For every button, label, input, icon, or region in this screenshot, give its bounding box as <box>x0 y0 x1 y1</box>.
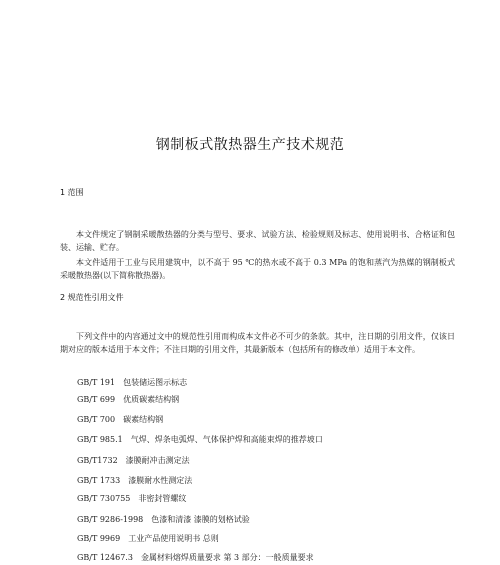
reference-code: GB/T 699 <box>77 395 116 404</box>
reference-name: 金属材料熔焊质量要求 第 3 部分：一般质量要求 <box>140 553 314 562</box>
reference-item <box>77 493 186 504</box>
reference-code: GB/T 9969 <box>77 534 121 543</box>
reference-name: 碳素结构钢 <box>123 415 164 424</box>
reference-code: GB/T 700 <box>77 415 116 424</box>
reference-name: 漆膜耐冲击测定法 <box>125 456 190 465</box>
reference-name: 工业产品使用说明书 总则 <box>128 534 219 543</box>
reference-name: 包装储运图示标志 <box>123 378 188 387</box>
reference-code: GB/T 1733 <box>77 476 121 485</box>
reference-item <box>77 514 250 525</box>
reference-item <box>77 414 163 425</box>
reference-code: GB/T 730755 <box>77 494 131 503</box>
reference-name: 漆膜耐水性测定法 <box>128 476 193 485</box>
reference-code: GB/T 9286-1998 <box>77 515 144 524</box>
reference-item <box>77 475 192 486</box>
section-2-paragraph-1: 下列文件中的内容通过文中的规范性引用而构成本文件必不可少的条款。其中，注日期的引用文件，仅该日期对应的版本适用于本文件；不注日期的引用文件，其最新版本（包括所有的修改单）适用于本文件。 <box>60 332 455 354</box>
reference-name: 气焊、焊条电弧焊、气体保护焊和高能束焊的推荐坡口 <box>130 435 323 444</box>
reference-name: 优质碳素结构钢 <box>123 395 180 404</box>
reference-name: 非密封管螺纹 <box>138 494 187 503</box>
reference-code: GB/T 191 <box>77 378 116 387</box>
reference-item <box>77 377 187 388</box>
section-2-heading: 2 规范性引用文件 <box>60 293 124 302</box>
reference-code: GB/T 985.1 <box>77 435 123 444</box>
reference-name: 色漆和清漆 漆膜的划格试验 <box>151 515 250 524</box>
reference-item <box>77 552 314 563</box>
section-1-paragraph-1: 本文件规定了钢制采暖散热器的分类与型号、要求、试验方法、检验规则及标志、使用说明书、合格证和包装、运输、贮存。 <box>60 230 455 252</box>
reference-item <box>77 455 190 466</box>
section-1-heading: 1 范围 <box>60 188 84 197</box>
reference-item <box>77 434 323 445</box>
reference-code: GB/T1732 <box>77 456 118 465</box>
reference-item <box>77 533 219 544</box>
reference-code: GB/T 12467.3 <box>77 553 133 562</box>
section-1-paragraph-2: 本文件适用于工业与民用建筑中，以不高于 95 ℃的热水或不高于 0.3 MPa 的饱和蒸汽为热媒的钢制板式采暖散热器(以下简称散热器)。 <box>60 258 455 280</box>
reference-item <box>77 394 179 405</box>
document-title: 钢制板式散热器生产技术规范 <box>155 137 345 153</box>
